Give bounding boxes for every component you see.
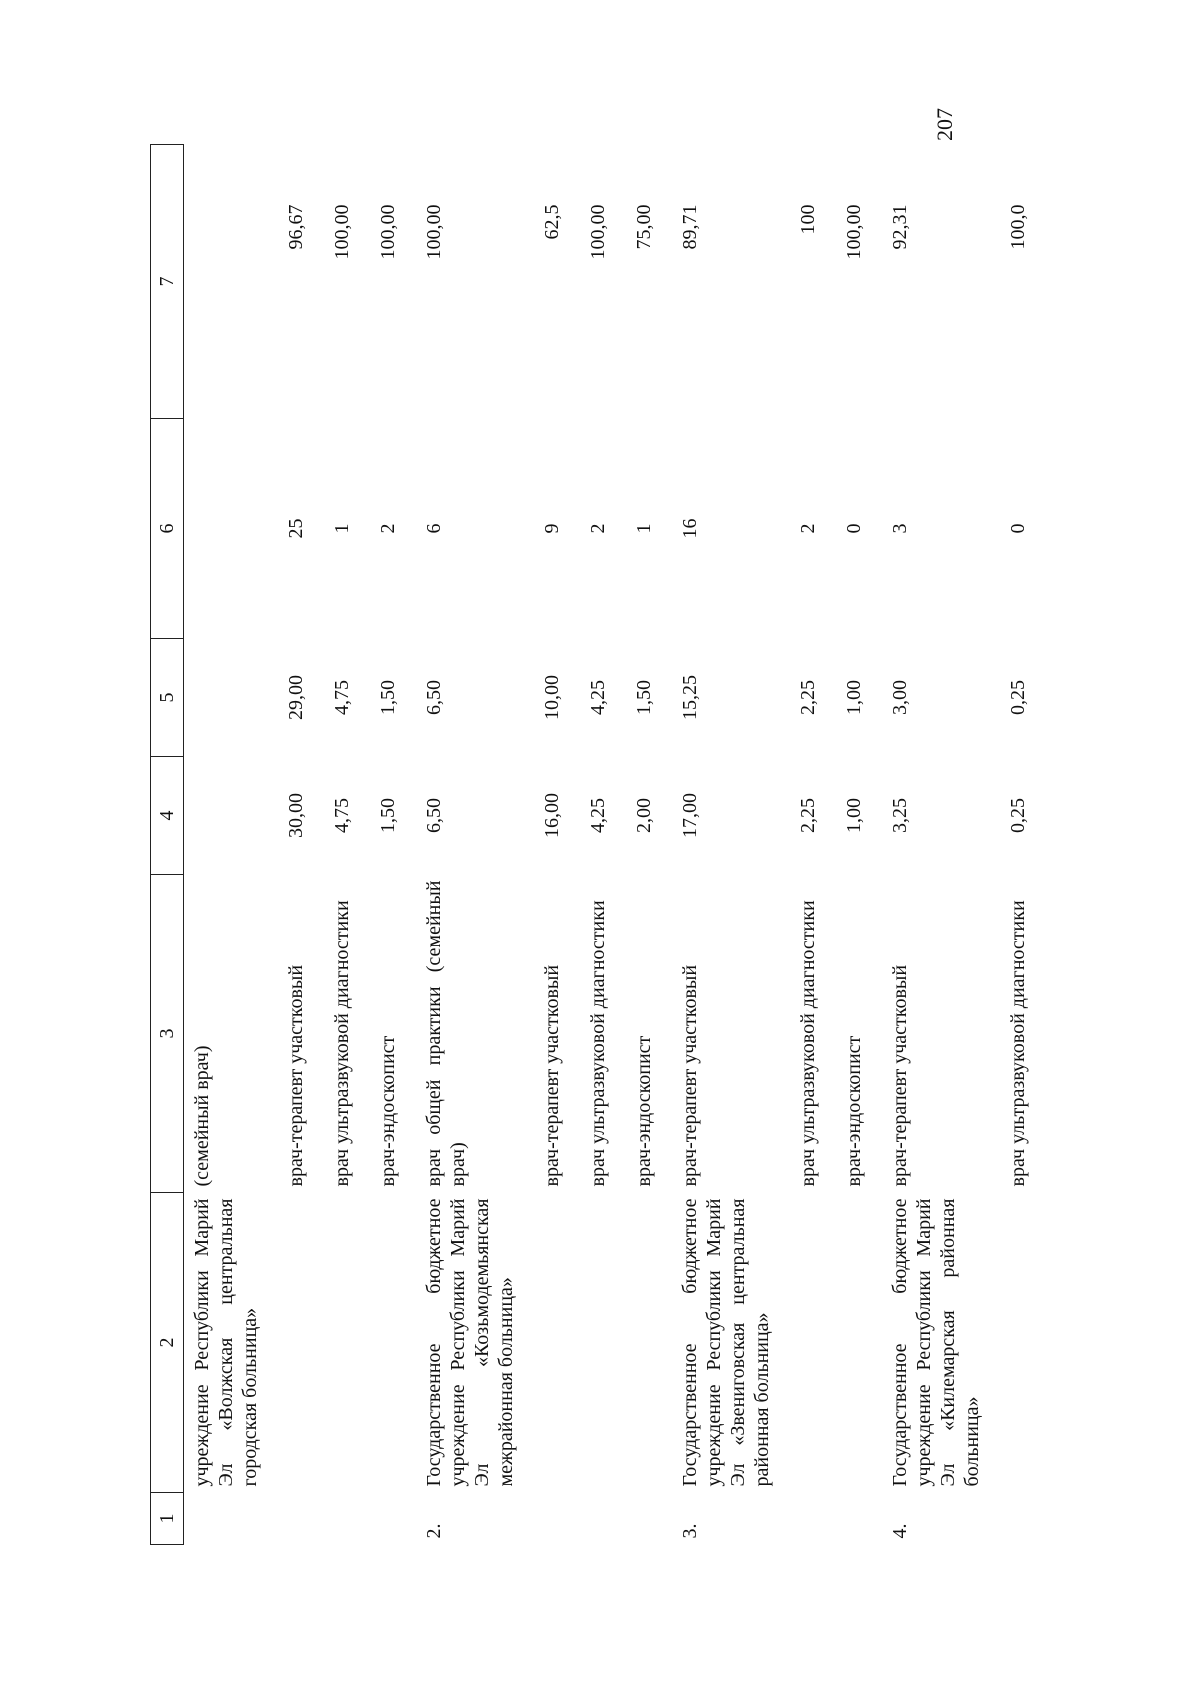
row-index: 4. (889, 1523, 911, 1539)
value-col7: 100 (797, 204, 819, 235)
value-col6: 1 (331, 523, 353, 534)
institution-name: учреждение Республики Марий Эл «Волжская центральная городская больница» (191, 1198, 261, 1487)
value-col6: 2 (377, 523, 399, 534)
value-col6: 25 (285, 518, 307, 539)
value-col5: 10,00 (541, 675, 563, 720)
column-header: 6 (151, 419, 184, 639)
table-row (278, 145, 324, 1545)
position-name: врач-эндоскопист (633, 1035, 655, 1187)
value-col6: 3 (889, 523, 911, 534)
value-col6: 6 (423, 523, 445, 534)
value-col7: 89,71 (679, 204, 701, 250)
value-col5: 3,00 (889, 680, 911, 715)
row-index (184, 1493, 279, 1545)
institution-name: Государственное бюджетное учреждение Республики Марий Эл «Звениговская центральная районная больница» (679, 1198, 773, 1487)
value-col5 (184, 639, 279, 757)
row-index (836, 1493, 882, 1545)
value-col4: 4,25 (587, 798, 609, 833)
column-header: 1 (151, 1493, 184, 1545)
column-header: 2 (151, 1193, 184, 1493)
table-row (672, 145, 790, 1545)
table-row (580, 145, 626, 1545)
value-col5: 4,75 (331, 680, 353, 715)
value-col7: 100,00 (843, 204, 865, 260)
institution-name: Государственное бюджетное учреждение Республики Марий Эл «Козьмодемьянская межрайонная больница» (423, 1198, 517, 1487)
institution-name (1000, 1193, 1046, 1493)
row-index (1000, 1493, 1046, 1545)
value-col7 (184, 145, 279, 419)
value-col5: 1,50 (633, 680, 655, 715)
value-col6: 2 (797, 523, 819, 534)
position-name: врач ультразвуковой диагностики (331, 900, 353, 1187)
value-col5: 29,00 (285, 675, 307, 720)
table-row (370, 145, 416, 1545)
institution-name (790, 1193, 836, 1493)
row-index (626, 1493, 672, 1545)
institution-name (534, 1193, 580, 1493)
value-col7: 62,5 (541, 204, 563, 240)
position-name: врач-эндоскопист (377, 1035, 399, 1187)
value-col5: 1,00 (843, 680, 865, 715)
position-name: врач общей практики (семейный врач) (423, 880, 469, 1187)
value-col5: 2,25 (797, 680, 819, 715)
table-row (836, 145, 882, 1545)
value-col7: 100,00 (331, 204, 353, 260)
column-number-row (151, 145, 184, 1545)
column-header: 5 (151, 639, 184, 757)
row-index: 2. (423, 1523, 445, 1539)
value-col6: 2 (587, 523, 609, 534)
position-name: врач-терапевт участковый (889, 964, 911, 1187)
position-name: врач ультразвуковой диагностики (587, 900, 609, 1187)
value-col7: 100,0 (1007, 204, 1029, 250)
row-index (370, 1493, 416, 1545)
value-col5: 6,50 (423, 680, 445, 715)
table-row (184, 145, 279, 1545)
position-name: врач ультразвуковой диагностики (797, 900, 819, 1187)
row-index (278, 1493, 324, 1545)
value-col6: 1 (633, 523, 655, 534)
page-number: 207 (932, 108, 957, 141)
value-col7: 100,00 (377, 204, 399, 260)
value-col4 (184, 757, 279, 875)
value-col4: 6,50 (423, 798, 445, 833)
institution-name (626, 1193, 672, 1493)
value-col6: 16 (679, 518, 701, 539)
value-col4: 0,25 (1007, 798, 1029, 833)
position-name: врач-эндоскопист (843, 1035, 865, 1187)
column-header: 7 (151, 145, 184, 419)
value-col4: 1,50 (377, 798, 399, 833)
value-col6: 9 (541, 523, 563, 534)
table-row (882, 145, 1000, 1545)
institution-name (370, 1193, 416, 1493)
value-col7: 75,00 (633, 204, 655, 250)
row-index (534, 1493, 580, 1545)
value-col6: 0 (843, 523, 865, 534)
institution-name (836, 1193, 882, 1493)
position-name: врач-терапевт участковый (679, 964, 701, 1187)
position-name: врач ультразвуковой диагностики (1007, 900, 1029, 1187)
table-row (1000, 145, 1046, 1545)
table-row (416, 145, 534, 1545)
value-col4: 30,00 (285, 793, 307, 838)
value-col6: 0 (1007, 523, 1029, 534)
value-col7: 100,00 (423, 204, 445, 260)
position-name: (семейный врач) (191, 1045, 213, 1187)
position-name: врач-терапевт участковый (541, 964, 563, 1187)
institution-name: Государственное бюджетное учреждение Республики Марий Эл «Килемарская районная больница» (889, 1198, 983, 1487)
table-body (184, 145, 1047, 1545)
value-col5: 1,50 (377, 680, 399, 715)
row-index: 3. (679, 1523, 701, 1539)
value-col4: 2,00 (633, 798, 655, 833)
value-col7: 96,67 (285, 204, 307, 250)
institution-name (580, 1193, 626, 1493)
value-col5: 15,25 (679, 675, 701, 720)
value-col4: 17,00 (679, 793, 701, 838)
value-col7: 100,00 (587, 204, 609, 260)
column-header: 4 (151, 757, 184, 875)
value-col4: 4,75 (331, 798, 353, 833)
institution-name (278, 1193, 324, 1493)
institution-name (324, 1193, 370, 1493)
column-header: 3 (151, 875, 184, 1193)
table-row (324, 145, 370, 1545)
value-col4: 3,25 (889, 798, 911, 833)
value-col7: 92,31 (889, 204, 911, 250)
position-name: врач-терапевт участковый (285, 964, 307, 1187)
value-col4: 2,25 (797, 798, 819, 833)
row-index (324, 1493, 370, 1545)
value-col4: 1,00 (843, 798, 865, 833)
value-col4: 16,00 (541, 793, 563, 838)
staffing-table (150, 144, 1046, 1545)
row-index (790, 1493, 836, 1545)
value-col5: 0,25 (1007, 680, 1029, 715)
table-row (790, 145, 836, 1545)
value-col6 (184, 419, 279, 639)
rotated-page-content (150, 145, 1050, 1545)
row-index (580, 1493, 626, 1545)
table-row (534, 145, 580, 1545)
value-col5: 4,25 (587, 680, 609, 715)
table-row (626, 145, 672, 1545)
